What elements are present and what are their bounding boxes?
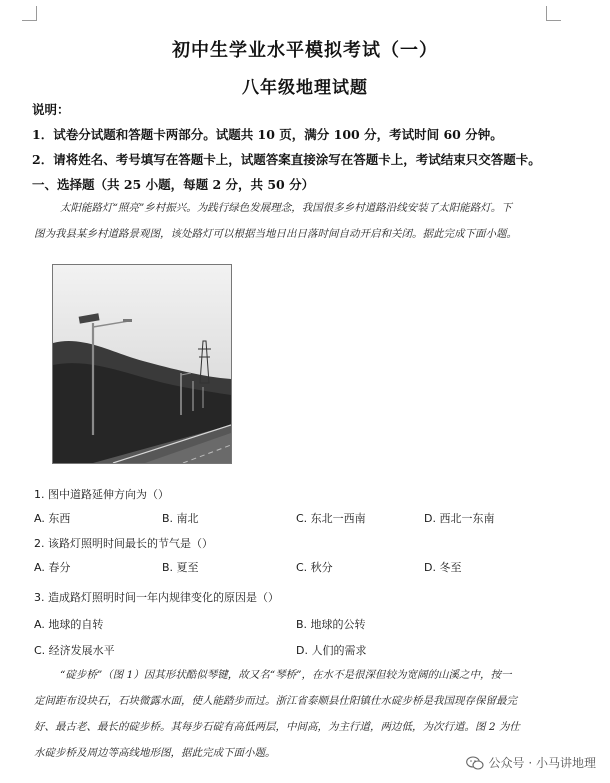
road-photo: [52, 264, 232, 464]
q3-option-d: D. 人们的需求: [296, 644, 367, 657]
q1-option-c: C. 东北一西南: [296, 512, 366, 525]
q3-option-b: B. 地球的公转: [296, 618, 366, 631]
wechat-icon: [466, 756, 484, 770]
passage-line: 图为我县某乡村道路景观图，该处路灯可以根据当地日出日落时间自动开启和关闭。据此完成下面小题。: [34, 228, 517, 240]
page-corner-mark-left: [22, 6, 37, 21]
passage-line: 定间距布设块石，石块微露水面，使人能踏步而过。浙江省泰顺县仕阳镇仕水碇步桥是我国现存保留最完: [34, 695, 517, 707]
q1-option-a: A. 东西: [34, 512, 71, 525]
road-photo-image: [53, 265, 231, 463]
exam-subtitle: 八年级地理试题: [242, 78, 368, 98]
section-heading-choice: 一、选择题（共 25 小题，每题 2 分，共 50 分）: [32, 177, 315, 192]
instruction-item-2: 2．请将姓名、考号填写在答题卡上，试题答案直接涂写在答题卡上，考试结束只交答题卡。: [32, 152, 541, 167]
exam-title: 初中生学业水平模拟考试（一）: [172, 40, 438, 61]
passage-line: 水碇步桥及周边等高线地形图，据此完成下面小题。: [34, 747, 276, 759]
passage-line: 太阳能路灯“照亮”乡村振兴。为践行绿色发展理念，我国很多乡村道路沿线安装了太阳能路灯。下: [60, 202, 512, 214]
passage-stepping-bridge: [34, 662, 562, 766]
q2-option-c: C. 秋分: [296, 561, 333, 574]
passage-solar-lamp: [34, 195, 560, 247]
passage-line: “碇步桥”（图 1）因其形状酷似琴键，故又名“琴桥”，在水不是很深但较为宽阔的山溪之中，按一: [60, 669, 512, 681]
page-corner-mark-right: [546, 6, 561, 21]
q2-option-d: D. 冬至: [424, 561, 462, 574]
q3-option-c: C. 经济发展水平: [34, 644, 115, 657]
passage-line: 好、最古老、最长的碇步桥。其每步石碇有高低两层，中间高，为主行道，两边低，为次行道。图 2 为仕: [34, 721, 520, 733]
q2-option-b: B. 夏至: [162, 561, 199, 574]
question-1-stem: 1. 图中道路延伸方向为（）: [34, 488, 169, 501]
instructions-heading: 说明：: [32, 102, 70, 117]
question-3-stem: 3. 造成路灯照明时间一年内规律变化的原因是（）: [34, 591, 279, 604]
q1-option-d: D. 西北一东南: [424, 512, 495, 525]
watermark: [466, 754, 596, 771]
question-2-stem: 2. 该路灯照明时间最长的节气是（）: [34, 537, 213, 550]
q1-option-b: B. 南北: [162, 512, 199, 525]
instruction-item-1: 1．试卷分试题和答题卡两部分。试题共 10 页，满分 100 分，考试时间 60 分钟。: [32, 127, 503, 142]
q2-option-a: A. 春分: [34, 561, 71, 574]
watermark-text: 公众号 · 小马讲地理: [488, 756, 596, 770]
q3-option-a: A. 地球的自转: [34, 618, 104, 631]
